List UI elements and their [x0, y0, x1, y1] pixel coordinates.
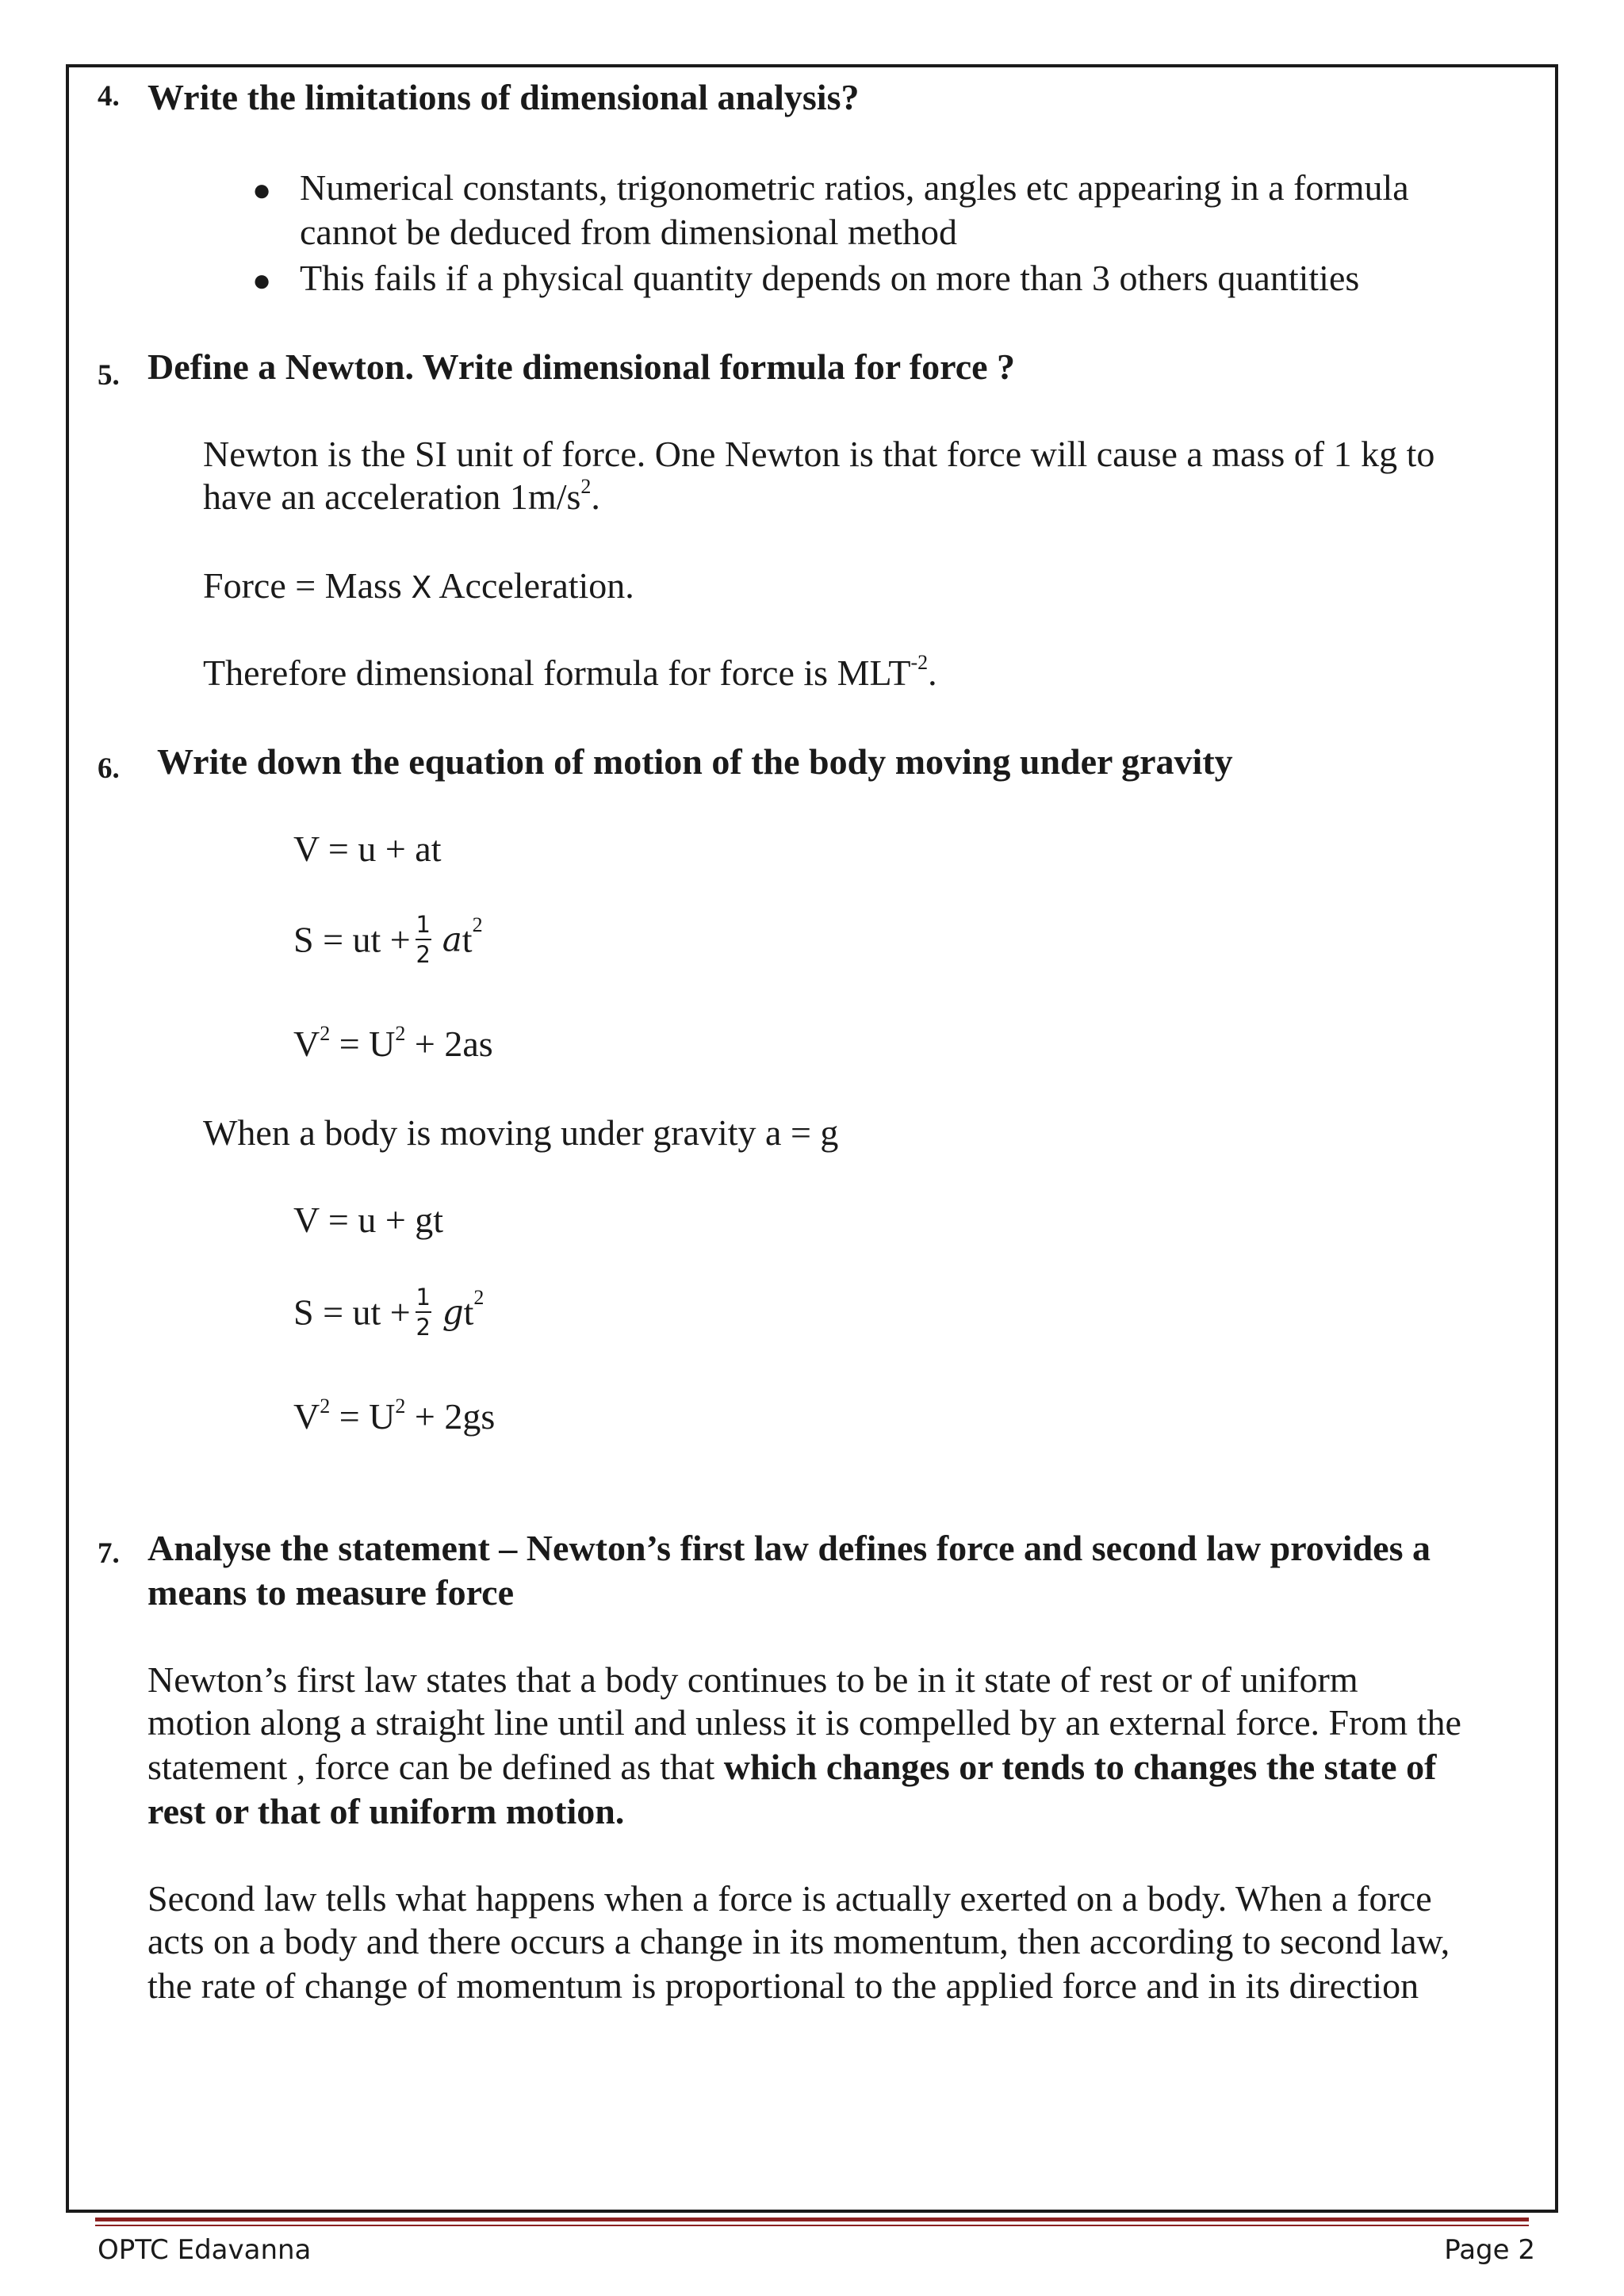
question-7 [98, 1536, 120, 1571]
fraction-half: $\frac{1}{2}$ [416, 911, 431, 968]
first-law-paragraph: rest or that of uniform motion. [147, 1791, 625, 1831]
newton-definition-cont: have an acceleration $1m/s^2$. [203, 474, 600, 517]
bullet-text: cannot be deduced from dimensional method [300, 212, 958, 252]
question-6 [98, 752, 120, 786]
bullet-text: Numerical constants, trigonometric ratios, angles etc appearing in a formula [300, 167, 1409, 208]
first-law-paragraph: Newton’s first law states that a body continues to be in it state of rest or of uniform [147, 1659, 1358, 1700]
question-number: 6. [98, 752, 120, 785]
equation-v-squared: $V^2 = U^2 + 2as$ [293, 1021, 493, 1064]
question-4-title: Write the limitations of dimensional analysis? [147, 77, 860, 117]
footer-divider-thin [95, 2225, 1529, 2226]
question-7-title: Analyse the statement – Newton’s first law defines force and second law provides a [147, 1528, 1431, 1568]
footer-page-number: Page 2 [1444, 2234, 1535, 2266]
question-number: 5. [98, 359, 120, 392]
gravity-note: When a body is moving under gravity a = g [203, 1112, 839, 1153]
equation-v: V = u + at [293, 828, 442, 869]
force-equation: Force = Mass X Acceleration. [203, 565, 634, 606]
equation-v-squared-gravity: $V^2 = U^2 + 2gs$ [293, 1394, 496, 1437]
question-6-title: Write down the equation of motion of the body moving under gravity [157, 741, 1233, 782]
second-law-paragraph: acts on a body and there occurs a change in its momentum, then according to second law, [147, 1921, 1450, 1961]
fraction-half: $\frac{1}{2}$ [416, 1284, 431, 1341]
second-law-paragraph: the rate of change of momentum is proportional to the applied force and in its direction [147, 1965, 1419, 2006]
dimensional-formula: Therefore dimensional formula for force is $MLT^{-2}$. [203, 650, 937, 693]
question-4 [98, 79, 120, 113]
bullet-icon: ● [252, 172, 272, 208]
bullet-icon: ● [252, 262, 272, 298]
second-law-paragraph: Second law tells what happens when a force is actually exerted on a body. When a force [147, 1878, 1432, 1919]
footer-institution: OPTC Edavanna [98, 2234, 312, 2266]
equation-s: S = ut + $\frac{1}{2}$ $at^2$ [293, 911, 483, 968]
bullet-text: This fails if a physical quantity depends on more than 3 others quantities [300, 258, 1360, 298]
question-number: 4. [98, 80, 120, 113]
equation-v-gravity: V = u + gt [293, 1200, 444, 1240]
question-5-title: Define a Newton. Write dimensional formula for force ? [147, 346, 1016, 387]
question-number: 7. [98, 1537, 120, 1570]
question-5 [98, 358, 120, 392]
first-law-paragraph: statement , force can be defined as that which changes or tends to changes the state of [147, 1747, 1437, 1787]
first-law-paragraph: motion along a straight line until and unless it is compelled by an external force. From the [147, 1702, 1461, 1743]
newton-definition: Newton is the SI unit of force. One Newton is that force will cause a mass of 1 kg to [203, 434, 1435, 474]
equation-s-gravity: S = ut + $\frac{1}{2}$ $gt^2$ [293, 1284, 485, 1341]
footer-divider [95, 2218, 1529, 2221]
question-7-title-cont: means to measure force [147, 1572, 514, 1613]
